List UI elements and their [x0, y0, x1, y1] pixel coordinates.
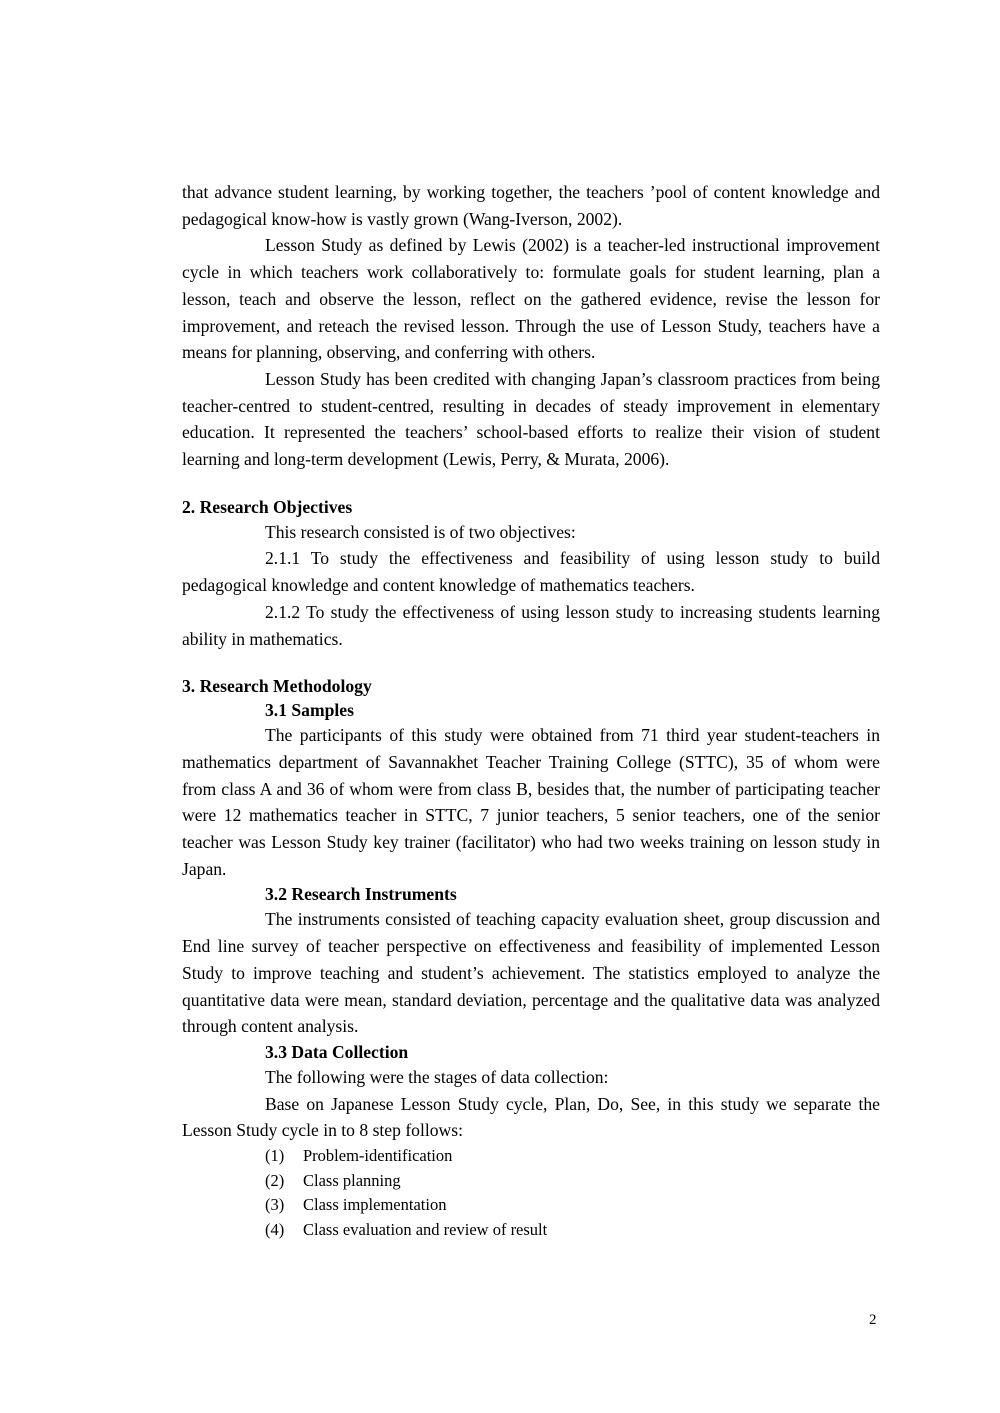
body-text [182, 179, 880, 1242]
section-3-heading: 3. Research Methodology [182, 676, 372, 697]
section-2-heading: 2. Research Objectives [182, 496, 353, 517]
samples-paragraph: The participants of this study were obtained from 71 third year student-teachers in mathematics department of Savannakhet Teacher Training College (STTC), 35 of whom were from class A and 36 of whom were from class B, besides that, the number of participating teacher were 12 mathematics teacher in STTC, 7 junior teachers, 5 senior teachers, one of the senior teacher was Lesson Study key trainer (facilitator) who had two weeks training on lesson study in Japan. [182, 725, 880, 879]
step-label: Class planning [303, 1170, 401, 1190]
step-number: (3) [265, 1195, 285, 1215]
list-item [265, 1218, 880, 1243]
subsection-3-3-heading: 3.3 Data Collection [265, 1041, 409, 1062]
objectives-intro: This research consisted is of two objectives: [265, 521, 576, 542]
intro-paragraph-3: Lesson Study has been credited with changing Japan’s classroom practices from being teacher-centred to student-centred, resulting in decades of steady improvement in elementary education. It represented the teachers’ school-based efforts to realize their vision of student learning and long-term development (Lewis, Perry, & Murata, 2006). [182, 368, 880, 470]
step-number: (1) [265, 1146, 285, 1166]
subsection-3-1-heading: 3.1 Samples [265, 700, 354, 721]
steps-list [182, 1144, 880, 1242]
page-number: 2 [869, 1312, 877, 1328]
step-number: (4) [265, 1219, 285, 1239]
list-item [265, 1144, 880, 1169]
step-label: Class implementation [303, 1195, 447, 1215]
data-collection-paragraph: Base on Japanese Lesson Study cycle, Plan, Do, See, in this study we separate the Lesson Study cycle in to 8 step follows: [182, 1093, 880, 1141]
section-spacer [182, 652, 880, 674]
step-number: (2) [265, 1170, 285, 1190]
subsection-3-2-heading: 3.2 Research Instruments [265, 884, 457, 905]
intro-paragraph-2: Lesson Study as defined by Lewis (2002) is a teacher-led instructional improvement cycle in which teachers work collaboratively to: formulate goals for student learning, plan a lesson, teach and observe the lesson, reflect on the gathered evidence, revise the lesson for improvement, and reteach the revised lesson. Through the use of Lesson Study, teachers have a means for planning, observing, and conferring with others. [182, 235, 880, 363]
list-item [265, 1169, 880, 1194]
section-spacer [182, 473, 880, 495]
step-label: Class evaluation and review of result [303, 1219, 548, 1239]
intro-paragraph-1: that advance student learning, by working together, the teachers ’pool of content knowledge and pedagogical know-how is vastly grown (Wang-Iverson, 2002). [182, 182, 880, 229]
objective-2-1-1: 2.1.1 To study the effectiveness and feasibility of using lesson study to build pedagogical knowledge and content knowledge of mathematics teachers. [182, 548, 880, 596]
list-item [265, 1193, 880, 1218]
instruments-paragraph: The instruments consisted of teaching capacity evaluation sheet, group discussion and End line survey of teacher perspective on effectiveness and feasibility of implemented Lesson Study to improve teaching and student’s achievement. The statistics employed to analyze the quantitative data were mean, standard deviation, percentage and the qualitative data was analyzed through content analysis. [182, 909, 880, 1037]
objective-2-1-2: 2.1.2 To study the effectiveness of using lesson study to increasing students learning ability in mathematics. [182, 601, 880, 649]
data-collection-intro: The following were the stages of data collection: [265, 1066, 609, 1087]
step-label: Problem-identification [303, 1146, 453, 1166]
